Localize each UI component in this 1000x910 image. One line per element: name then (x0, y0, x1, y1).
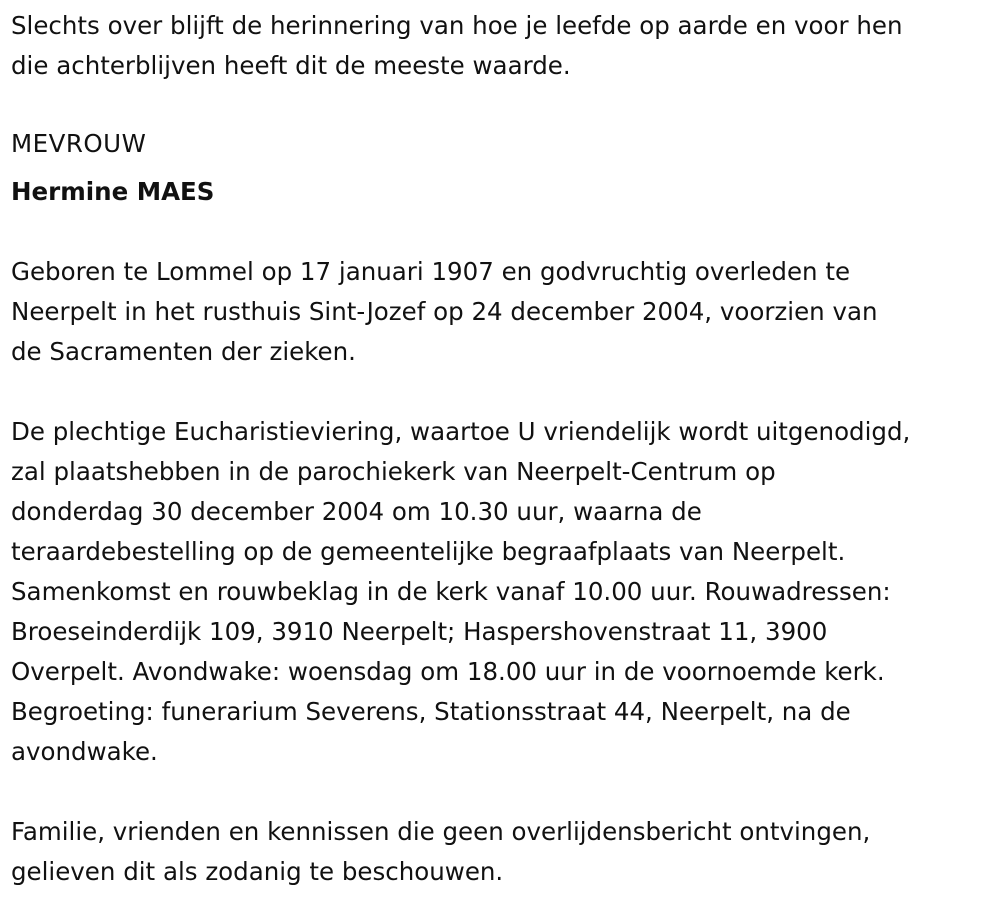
ceremony-line: teraardebestelling op de gemeentelijke begraafplaats van Neerpelt. (11, 537, 846, 566)
intro-line: Slechts over blijft de herinnering van hoe je leefde op aarde en voor hen (11, 11, 903, 40)
ceremony-line: De plechtige Eucharistieviering, waartoe U vriendelijk wordt uitgenodigd, (11, 417, 911, 446)
ceremony-line: Broeseinderdijk 109, 3910 Neerpelt; Haspershovenstraat 11, 3900 (11, 617, 828, 646)
closing-paragraph (11, 812, 996, 892)
closing-line: gelieven dit als zodanig te beschouwen. (11, 857, 504, 886)
ceremony-line: avondwake. (11, 737, 158, 766)
birth-line: de Sacramenten der zieken. (11, 337, 356, 366)
intro-line: die achterblijven heeft dit de meeste waarde. (11, 51, 571, 80)
birth-line: Geboren te Lommel op 17 januari 1907 en godvruchtig overleden te (11, 257, 851, 286)
closing-line: Familie, vrienden en kennissen die geen overlijdensbericht ontvingen, (11, 817, 871, 846)
ceremony-line: Begroeting: funerarium Severens, Stationsstraat 44, Neerpelt, na de (11, 697, 851, 726)
ceremony-line: donderdag 30 december 2004 om 10.30 uur, waarna de (11, 497, 702, 526)
birth-line: Neerpelt in het rusthuis Sint-Jozef op 24 december 2004, voorzien van (11, 297, 878, 326)
ceremony-line: zal plaatshebben in de parochiekerk van Neerpelt-Centrum op (11, 457, 776, 486)
birth-death-paragraph (11, 252, 996, 372)
intro-quote (11, 6, 996, 86)
ceremony-line: Overpelt. Avondwake: woensdag om 18.00 uur in de voornoemde kerk. (11, 657, 885, 686)
ceremony-paragraph (11, 412, 996, 772)
deceased-name: Hermine MAES (11, 177, 215, 206)
obituary-text (11, 6, 996, 892)
honorific-title: MEVROUW (11, 129, 147, 158)
ceremony-line: Samenkomst en rouwbeklag in de kerk vanaf 10.00 uur. Rouwadressen: (11, 577, 891, 606)
